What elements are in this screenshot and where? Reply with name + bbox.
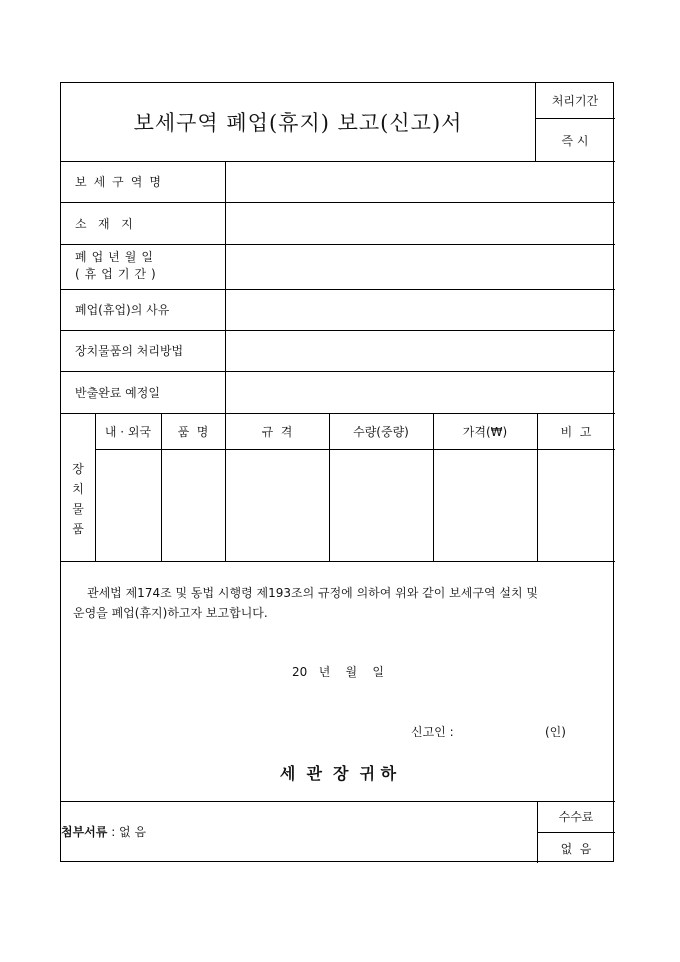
field-label-bonded-area-name: 보세구역명 <box>75 175 168 189</box>
field-value-bonded-area-name[interactable] <box>226 162 615 202</box>
field-label-closure-reason: 폐업(휴업)의 사유 <box>75 303 170 317</box>
field-label-location: 소 재 지 <box>75 216 133 231</box>
column-header-origin: 내 · 외국 <box>104 424 152 439</box>
attachments-value: : 없 음 <box>111 825 147 839</box>
processing-period-label: 처리기간 <box>551 94 599 108</box>
fee-value: 없 음 <box>560 841 592 856</box>
field-value-removal-date[interactable] <box>226 372 615 413</box>
field-label-removal-date: 반출완료 예정일 <box>75 385 160 400</box>
field-label-goods-disposal: 장치물품의 처리방법 <box>75 344 184 358</box>
processing-period-value: 즉 시 <box>561 133 589 148</box>
attachments <box>61 823 146 840</box>
column-header-spec: 규 격 <box>261 424 293 439</box>
seal-label: (인) <box>545 725 566 739</box>
fee-label: 수수료 <box>558 810 594 824</box>
attachments-label: 첨부서류 <box>61 825 108 839</box>
column-header-item-name: 품 명 <box>177 424 209 439</box>
column-header-quantity: 수량(중량) <box>353 424 409 439</box>
column-header-price: 가격(₩) <box>462 424 508 439</box>
field-value-goods-disposal[interactable] <box>226 331 615 371</box>
column-header-remarks: 비 고 <box>560 424 592 439</box>
field-label-closure-date: 폐업년월일 (휴업기간) <box>75 250 161 281</box>
goods-side-label: 장 치 물 품 <box>72 462 84 536</box>
field-value-closure-reason[interactable] <box>226 290 615 330</box>
field-value-closure-date[interactable] <box>226 245 615 289</box>
report-form <box>60 82 614 862</box>
field-value-location[interactable] <box>226 203 615 244</box>
form-title: 보세구역 폐업(휴지) 보고(신고)서 <box>133 111 463 135</box>
reporter-label: 신고인 : <box>411 725 454 739</box>
addressee: 세 관 장 귀 하 <box>279 764 397 783</box>
statement: 관세법 제174조 및 동법 시행령 제193조의 규정에 의하여 위와 같이 보세구역 설치 및 운영을 폐업(휴지)하고자 보고합니다. <box>73 586 538 620</box>
date-line: 20 년 월 일 <box>291 665 384 679</box>
